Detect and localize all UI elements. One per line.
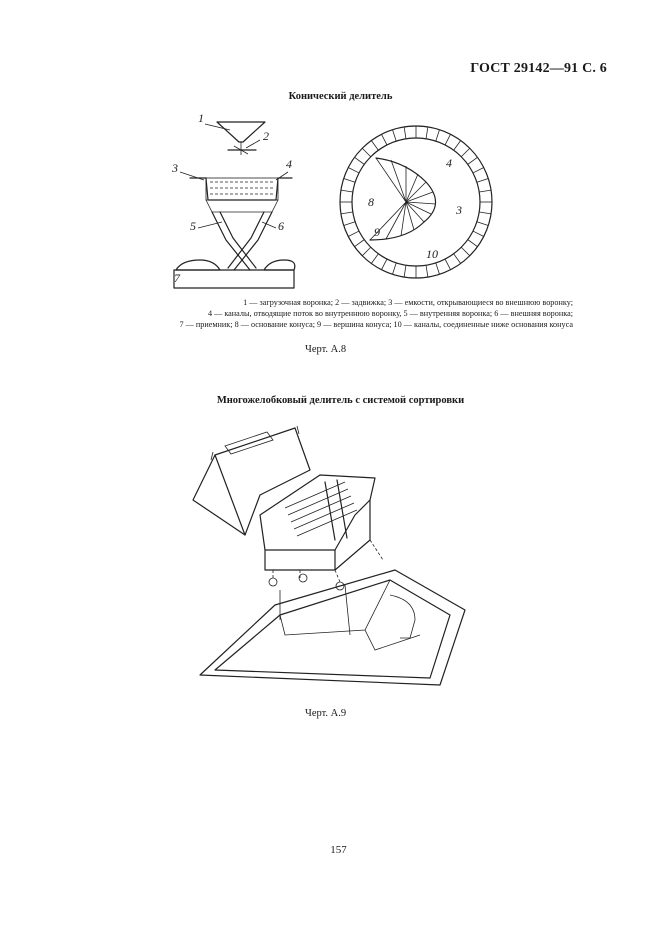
conical-divider-top-drawing: [336, 122, 496, 282]
legend-line: 1 — загрузочная воронка; 2 — задвижка; 3 — емкости, открывающиеся во внешнюю воронку;: [243, 298, 573, 307]
legend-line: 7 — приемник; 8 — основание конуса; 9 — вершина конуса; 10 — каналы, соединенные ниже основания конуса: [179, 320, 573, 329]
legend-line: 4 — каналы, отводящие поток во внутреннюю воронку, 5 — внутренняя воронка; 6 — внешняя воронка;: [207, 309, 573, 318]
callout-7: 7: [174, 271, 180, 285]
figure-a9-title: Многожелобковый делитель с системой сортировки: [216, 395, 465, 406]
document-header: ГОСТ 29142—91 С. 6: [470, 61, 607, 76]
callout-top-8: 8: [368, 195, 374, 209]
callout-top-9: 9: [374, 225, 380, 239]
callout-top-3: 3: [456, 203, 462, 217]
page-number: 157: [330, 844, 347, 856]
figure-a9-label: Черт. А.9: [305, 708, 347, 719]
callout-top-4: 4: [446, 156, 452, 170]
figure-a8-legend: [88, 297, 573, 330]
callout-top-10: 10: [426, 247, 438, 261]
conical-divider-side-drawing: [170, 110, 305, 290]
figure-a8-label: Черт. А.8: [305, 344, 347, 355]
riffle-divider-drawing: [185, 420, 475, 690]
callout-4: 4: [286, 157, 292, 171]
figure-a8-title: Конический делитель: [288, 91, 393, 102]
callout-6: 6: [278, 219, 284, 233]
callout-5: 5: [190, 219, 196, 233]
callout-3: 3: [172, 161, 178, 175]
callout-1: 1: [198, 111, 204, 125]
callout-2: 2: [263, 129, 269, 143]
